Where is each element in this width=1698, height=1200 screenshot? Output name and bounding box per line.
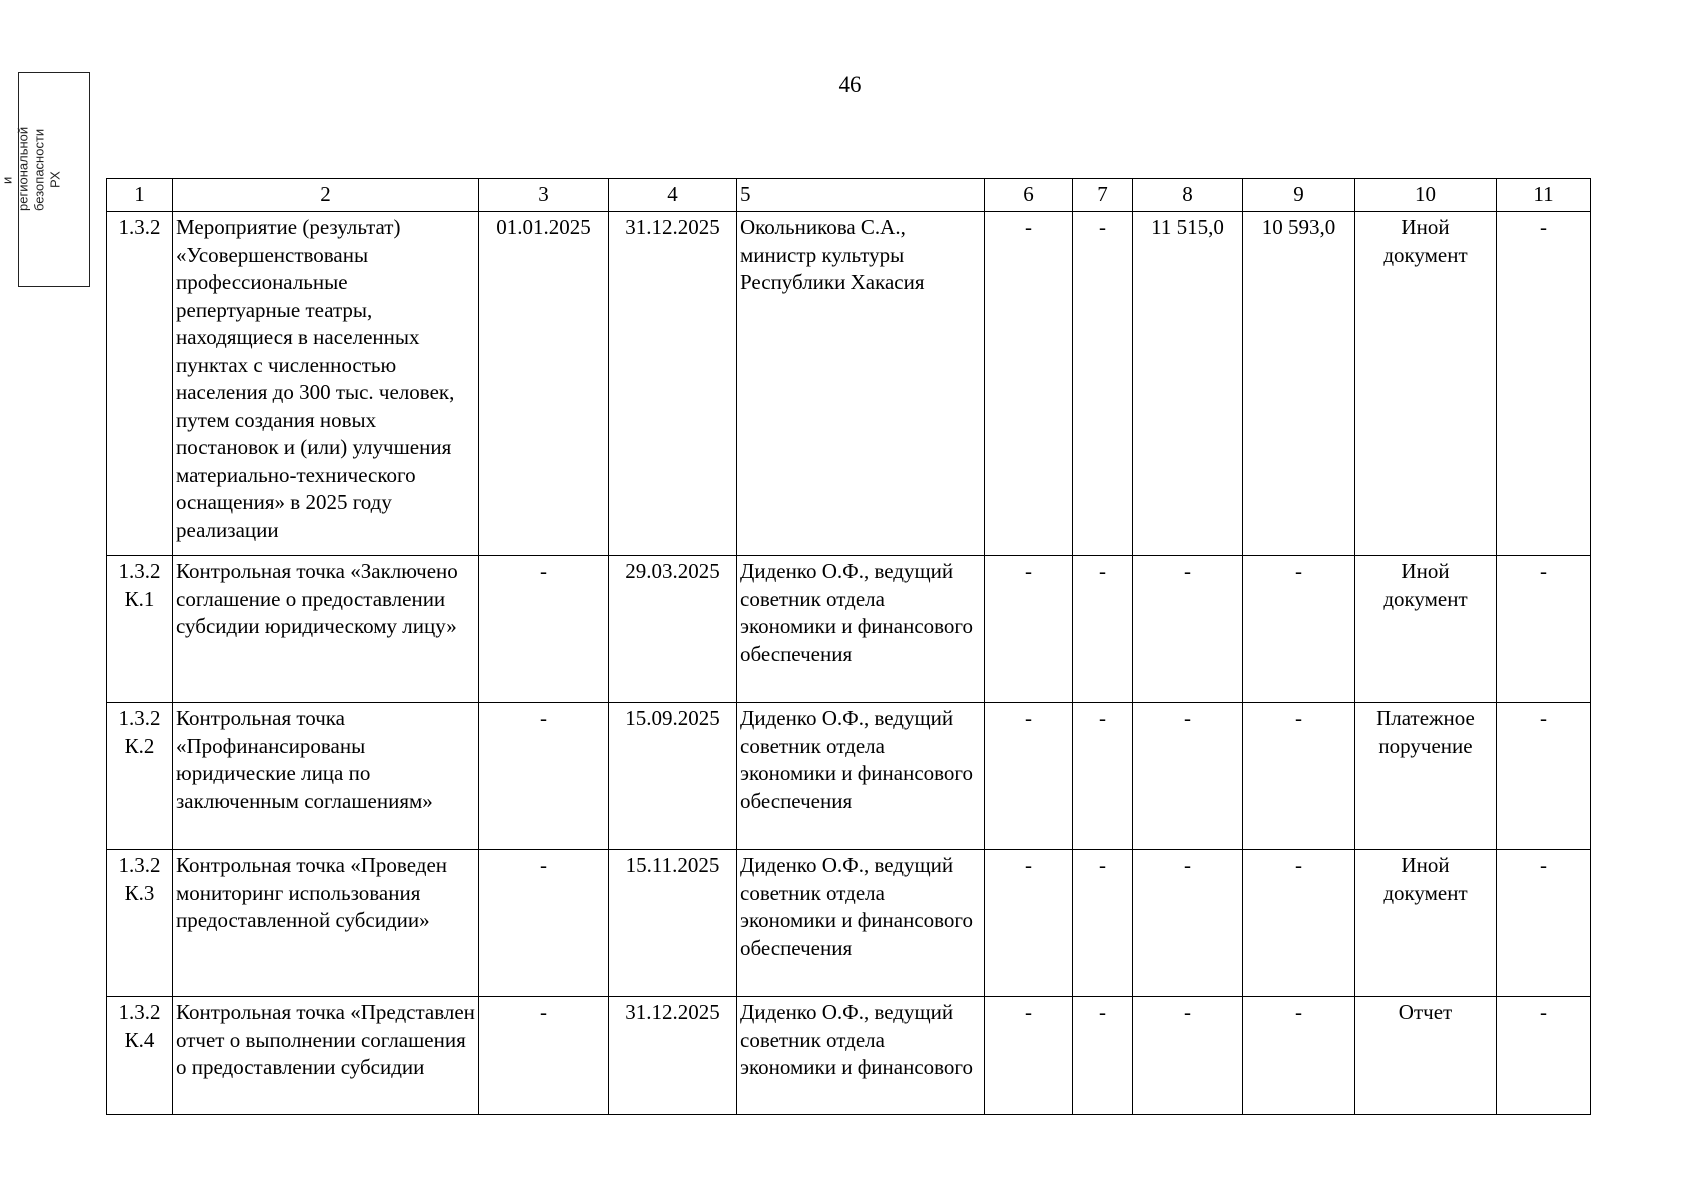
- row-document: Иной документ: [1355, 212, 1497, 556]
- page-number: 46: [838, 72, 862, 97]
- row-col8: -: [1133, 997, 1243, 1115]
- header-cell: 2: [173, 179, 479, 212]
- plan-table: [106, 178, 1591, 1115]
- row-col6: -: [985, 703, 1073, 850]
- row-start-date: 01.01.2025: [479, 212, 609, 556]
- row-document: Иной документ: [1355, 850, 1497, 997]
- header-cell: 4: [609, 179, 737, 212]
- row-col11: -: [1497, 703, 1591, 850]
- row-document: Иной документ: [1355, 556, 1497, 703]
- header-cell: 7: [1073, 179, 1133, 212]
- row-number: 1.3.2 К.3: [107, 850, 173, 997]
- row-col11: -: [1497, 212, 1591, 556]
- row-responsible: Диденко О.Ф., ведущий советник отдела экономики и финансового обеспечения: [737, 556, 985, 703]
- header-cell: 1: [107, 179, 173, 212]
- row-document: Платежное поручение: [1355, 703, 1497, 850]
- ministry-stamp: [0, 72, 90, 287]
- row-start-date: -: [479, 850, 609, 997]
- row-responsible: Диденко О.Ф., ведущий советник отдела экономики и финансового обеспечения: [737, 703, 985, 850]
- row-start-date: -: [479, 556, 609, 703]
- row-col6: -: [985, 212, 1073, 556]
- row-name: Мероприятие (результат) «Усовершенствованы профессиональные репертуарные театры, находящиеся в населенных пунктах с численностью населения до 300 тыс. человек, путем создания новых постановок и (или) улучшения материально-технического оснащения» в 2025 году реализации: [173, 212, 479, 556]
- header-row: [107, 179, 1591, 212]
- row-number: 1.3.2 К.2: [107, 703, 173, 850]
- header-cell: 11: [1497, 179, 1591, 212]
- header-cell: 6: [985, 179, 1073, 212]
- row-name: Контрольная точка «Представлен отчет о выполнении соглашения о предоставлении субсидии: [173, 997, 479, 1115]
- row-document: Отчет: [1355, 997, 1497, 1115]
- header-cell: 3: [479, 179, 609, 212]
- header-cell: 5: [737, 179, 985, 212]
- row-responsible: Диденко О.Ф., ведущий советник отдела экономики и финансового обеспечения: [737, 850, 985, 997]
- row-col7: -: [1073, 556, 1133, 703]
- row-col8: -: [1133, 850, 1243, 997]
- row-col8: 11 515,0: [1133, 212, 1243, 556]
- row-col7: -: [1073, 703, 1133, 850]
- row-start-date: -: [479, 703, 609, 850]
- row-start-date: -: [479, 997, 609, 1115]
- row-name: Контрольная точка «Профинансированы юридические лица по заключенным соглашениям»: [173, 703, 479, 850]
- table-row: [107, 850, 1591, 997]
- row-number: 1.3.2: [107, 212, 173, 556]
- row-number: 1.3.2 К.1: [107, 556, 173, 703]
- row-col6: -: [985, 556, 1073, 703]
- table-row: [107, 556, 1591, 703]
- row-col7: -: [1073, 850, 1133, 997]
- row-col9: -: [1243, 556, 1355, 703]
- stamp-line: безопасности РХ: [31, 128, 63, 211]
- row-number: 1.3.2 К.4: [107, 997, 173, 1115]
- row-end-date: 15.09.2025: [609, 703, 737, 850]
- table-row: [107, 997, 1591, 1115]
- row-col6: -: [985, 850, 1073, 997]
- table-row: [107, 212, 1591, 556]
- row-end-date: 15.11.2025: [609, 850, 737, 997]
- row-end-date: 29.03.2025: [609, 556, 737, 703]
- stamp-line: и региональной: [0, 126, 31, 211]
- row-col9: -: [1243, 997, 1355, 1115]
- row-col8: -: [1133, 703, 1243, 850]
- row-responsible: Диденко О.Ф., ведущий советник отдела экономики и финансового: [737, 997, 985, 1115]
- row-col7: -: [1073, 212, 1133, 556]
- row-col9: -: [1243, 703, 1355, 850]
- row-col11: -: [1497, 997, 1591, 1115]
- row-col7: -: [1073, 997, 1133, 1115]
- header-cell: 8: [1133, 179, 1243, 212]
- row-col6: -: [985, 997, 1073, 1115]
- row-col9: 10 593,0: [1243, 212, 1355, 556]
- row-col11: -: [1497, 850, 1591, 997]
- row-end-date: 31.12.2025: [609, 212, 737, 556]
- row-end-date: 31.12.2025: [609, 997, 737, 1115]
- row-responsible: Окольникова С.А., министр культуры Республики Хакасия: [737, 212, 985, 556]
- row-col9: -: [1243, 850, 1355, 997]
- table-row: [107, 703, 1591, 850]
- row-col11: -: [1497, 556, 1591, 703]
- row-name: Контрольная точка «Проведен мониторинг использования предоставленной субсидии»: [173, 850, 479, 997]
- row-col8: -: [1133, 556, 1243, 703]
- header-cell: 10: [1355, 179, 1497, 212]
- header-cell: 9: [1243, 179, 1355, 212]
- row-name: Контрольная точка «Заключено соглашение о предоставлении субсидии юридическому лицу»: [173, 556, 479, 703]
